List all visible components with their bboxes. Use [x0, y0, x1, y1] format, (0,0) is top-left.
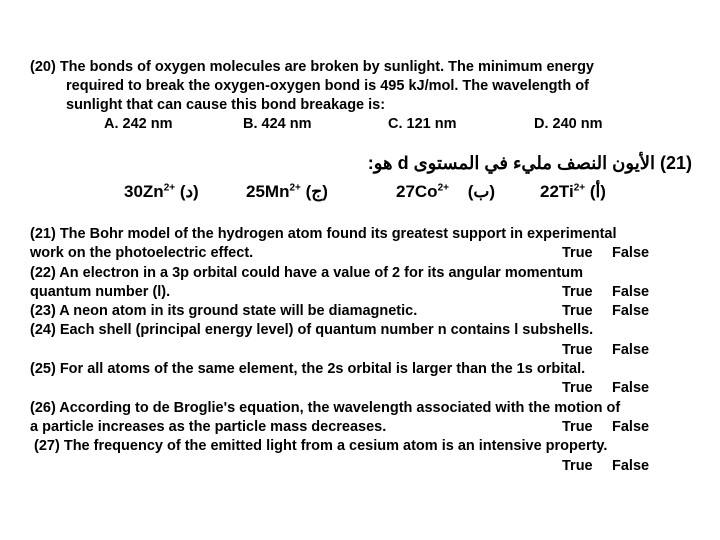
tf-text: (25) For all atoms of the same element, the 2s orbital is larger than the 1s orbital.: [30, 361, 586, 378]
ion-charge: 2+: [437, 182, 449, 194]
q21-choice-c: [246, 182, 328, 202]
tf-row: [30, 399, 690, 418]
ion-symbol: 25Mn: [246, 182, 290, 201]
tf-row: [30, 437, 690, 456]
false-option[interactable]: False: [612, 341, 650, 358]
tf-answers: [562, 341, 649, 360]
tf-row: [30, 321, 690, 340]
q20-option-b: B. 424 nm: [243, 116, 312, 132]
true-option[interactable]: True: [562, 283, 593, 300]
q20-line-1: (20) The bonds of oxygen molecules are broken by sunlight. The minimum energy: [30, 59, 594, 75]
ion-charge: 2+: [163, 182, 176, 194]
true-option[interactable]: True: [562, 303, 593, 320]
q21-choice-d: [124, 182, 199, 202]
tf-answers: [562, 379, 649, 398]
tf-text: (21) The Bohr model of the hydrogen atom found its greatest support in experimental: [30, 226, 617, 242]
ion-symbol: 30Zn: [124, 182, 164, 201]
tf-answers: [562, 244, 649, 263]
tf-row: [30, 457, 690, 476]
tf-row: [30, 379, 690, 398]
tf-text: quantum number (l).: [30, 283, 171, 300]
choice-label: (د): [179, 182, 199, 201]
false-option[interactable]: False: [612, 457, 650, 474]
q20-option-c: C. 121 nm: [388, 116, 457, 132]
ion-symbol: 27Co: [396, 182, 438, 201]
tf-row: [30, 244, 690, 263]
true-option[interactable]: True: [562, 457, 593, 474]
tf-text: (26) According to de Broglie's equation, the wavelength associated with the motion of: [30, 399, 621, 416]
tf-row: [30, 418, 690, 437]
tf-row: [30, 225, 690, 244]
tf-row: [30, 302, 690, 321]
tf-row: [30, 360, 690, 379]
tf-text: a particle increases as the particle mass decreases.: [30, 418, 387, 435]
choice-label: (أ): [589, 182, 606, 201]
true-false-section: [30, 225, 690, 476]
false-option[interactable]: False: [612, 418, 650, 435]
q20-line-3: sunlight that can cause this bond breakage is:: [66, 97, 386, 113]
q20-option-d: D. 240 nm: [534, 116, 603, 132]
q21-choice-b: [396, 182, 495, 202]
tf-row: [30, 341, 690, 360]
q20-line-2: required to break the oxygen-oxygen bond is 495 kJ/mol. The wavelength of: [66, 78, 589, 94]
ion-charge: 2+: [289, 182, 301, 194]
tf-text: (22) An electron in a 3p orbital could have a value of 2 for its angular momentum: [30, 264, 583, 281]
tf-answers: [562, 283, 649, 302]
false-option[interactable]: False: [612, 283, 650, 300]
tf-text: (23) A neon atom in its ground state will be diamagnetic.: [30, 303, 418, 320]
tf-answers: [562, 457, 649, 476]
false-option[interactable]: False: [612, 380, 650, 397]
choice-label: (ج): [305, 182, 328, 201]
q21-arabic-question: (21) الأيون النصف مليء في المستوى d هو:: [367, 153, 692, 173]
tf-row: [30, 283, 690, 302]
ion-charge: 2+: [573, 182, 586, 194]
tf-text: (27) The frequency of the emitted light from a cesium atom is an intensive property.: [30, 438, 608, 455]
tf-answers: [562, 302, 649, 321]
q20-option-a: A. 242 nm: [104, 116, 173, 132]
true-option[interactable]: True: [562, 341, 593, 358]
choice-label: (ب): [467, 182, 496, 201]
true-option[interactable]: True: [562, 380, 593, 397]
false-option[interactable]: False: [612, 245, 650, 262]
q21-choice-a: [540, 182, 606, 202]
true-option[interactable]: True: [562, 418, 593, 435]
ion-symbol: 22Ti: [540, 182, 574, 201]
tf-answers: [562, 418, 649, 437]
false-option[interactable]: False: [612, 303, 650, 320]
tf-row: [30, 264, 690, 283]
tf-text: work on the photoelectric effect.: [30, 245, 254, 262]
tf-text: (24) Each shell (principal energy level) of quantum number n contains l subshells.: [30, 322, 594, 339]
true-option[interactable]: True: [562, 245, 593, 262]
